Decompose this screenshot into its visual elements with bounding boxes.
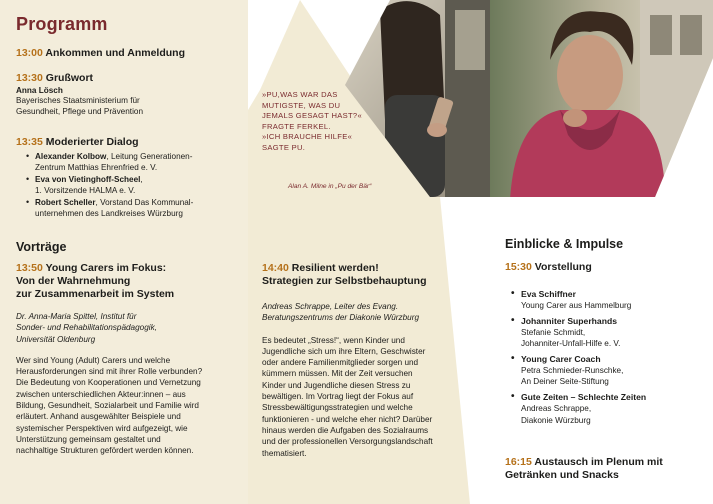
session-time: 15:30 xyxy=(505,261,532,273)
talk-description: Wer sind Young (Adult) Carers und welche Herausforderungen sind mit ihrer Rolle verbunden? Die Bedeutung von Kooperationen und Vernetzung zwischen unterschiedlichen Akteur:innen – aus Bildung, Gesundheit, Sozialarbeit und Familie wird erläutert. Anhand ausgewählter Beispiele und systemischer Perspektiven wird aufgezeigt, wie Unterstützung gemeinsam gestaltet und nachhaltige Strukturen gefördert werden können. xyxy=(16,355,203,456)
session-greeting xyxy=(16,72,143,118)
talk-title-line: Young Carers im Fokus: xyxy=(45,262,167,274)
list-item: • Eva von Vietinghoff-Scheel, 1. Vorsitzende HALMA e. V. xyxy=(22,174,193,196)
talk-time: 13:50 xyxy=(16,262,43,274)
list-item: • Eva Schiffner Young Carer aus Hammelburg xyxy=(505,288,705,312)
session-title: Austausch im Plenum mit xyxy=(534,456,663,468)
list-item: • Alexander Kolbow, Leitung Generationen- Zentrum Matthias Ehrenfried e. V. xyxy=(22,151,193,173)
session-title: Grußwort xyxy=(45,72,94,84)
speaker-affiliation-line: Gesundheit, Pflege und Prävention xyxy=(16,107,143,117)
talks-heading: Vorträge xyxy=(16,240,67,254)
quote-citation: Alan A. Milne in „Pu der Bär“ xyxy=(288,183,372,190)
talk-title-line: Strategien zur Selbstbehauptung xyxy=(262,275,427,287)
speaker-name: Anna Lösch xyxy=(16,86,63,95)
list-item: • Johanniter Superhands Stefanie Schmidt, Johanniter-Unfall-Hilfe e. V. xyxy=(505,315,705,350)
panelist-list xyxy=(16,151,193,220)
talk-speaker-line: Beratungszentrums der Diakonie Würzburg xyxy=(262,313,419,323)
list-item: • Gute Zeiten – Schlechte Zeiten Andreas Schrappe, Diakonie Würzburg xyxy=(505,391,705,426)
talk-title-line: Resilient werden! xyxy=(291,262,379,274)
talk-speaker-line: Universität Oldenburg xyxy=(16,334,96,344)
talk-resilience xyxy=(262,262,477,459)
list-item: • Young Carer Coach Petra Schmieder-Runschke, An Deiner Seite-Stiftung xyxy=(505,353,705,388)
session-title: Vorstellung xyxy=(534,261,592,273)
list-item: • Robert Scheller, Vorstand Das Kommunal- unternehmen des Landkreises Würzburg xyxy=(22,197,193,219)
talk-title-line: zur Zusammenarbeit im System xyxy=(16,288,175,300)
session-arrival xyxy=(16,47,185,60)
talk-speaker-line: Sonder- und Rehabilitationspädagogik, xyxy=(16,323,157,333)
session-time: 16:15 xyxy=(505,456,532,468)
session-dialog xyxy=(16,136,193,221)
talk-title-line: Von der Wahrnehmung xyxy=(16,275,131,287)
session-time: 13:35 xyxy=(16,136,43,148)
program-title: Programm xyxy=(16,14,108,34)
talk-young-carers xyxy=(16,262,248,457)
closing-session xyxy=(505,456,663,482)
impulse-session xyxy=(505,261,592,274)
session-time: 13:00 xyxy=(16,47,43,59)
talk-description: Es bedeutet „Stress!“, wenn Kinder und Jugendliche sich um ihre Eltern, Geschwister oder andere Familienmitglieder sorgen und kümmern müssen. Mit der Zeit versuchen Kinder und Jugendliche diesen Stress zu bewältigen. Im Vortrag liegt der Fokus auf Stressbewältigungsstrategien und welche funktionieren - und welche eher nicht? Darüber hinaus werden die Aufgaben des Sozialraums und der professionellen Versorgungslandschaft thematisiert. xyxy=(262,335,433,458)
impulse-heading: Einblicke & Impulse xyxy=(505,237,624,251)
session-title: Getränken und Snacks xyxy=(505,469,619,481)
talk-speaker-line: Andreas Schrappe, Leiter des Evang. xyxy=(262,302,399,311)
speaker-affiliation-line: Bayerisches Staatsministerium für xyxy=(16,96,140,105)
talk-time: 14:40 xyxy=(262,262,289,274)
talk-speaker-line: Dr. Anna-Maria Spittel, Institut für xyxy=(16,312,137,321)
quote-block: »PU,WAS WAR DAS MUTIGSTE, WAS DU JEMALS GESAGT HAST?« FRAGTE FERKEL. »ICH BRAUCHE HILFE« SAGTE PU. xyxy=(262,90,382,154)
quote-emphasis: »ICH BRAUCHE HILFE« xyxy=(262,132,353,142)
session-title: Moderierter Dialog xyxy=(45,136,139,148)
session-time: 13:30 xyxy=(16,72,43,84)
session-title: Ankommen und Anmeldung xyxy=(45,47,185,59)
impulse-list xyxy=(505,288,705,429)
